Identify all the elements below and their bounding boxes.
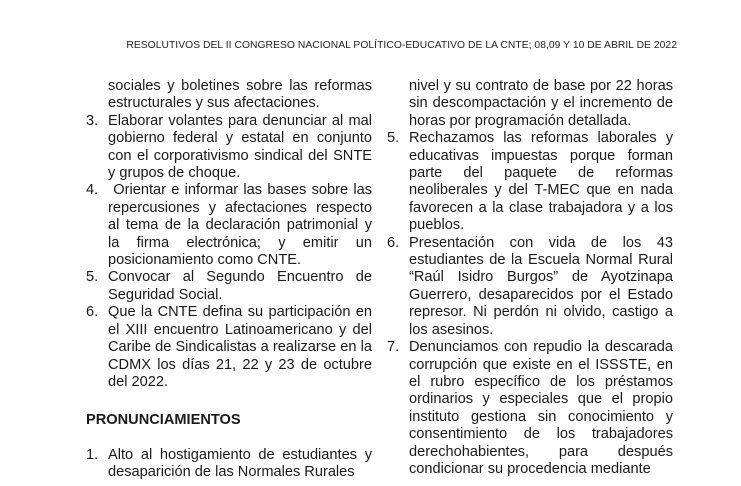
list-item [86, 269, 372, 304]
list-item [86, 182, 377, 269]
continuation-text: sociales y boletines sobre las reformas estructurales y sus afectaciones. [108, 78, 372, 112]
item-number: 1. [86, 446, 99, 463]
item-text: Alto al hostigamiento de estudiantes y desaparición de las Normales Rurales [108, 446, 372, 481]
item-text: Orientar e informar las bases sobre las repercusiones y afectaciones respecto al tema de la declaración patrimonial y la firma electrónica; y emitir un posicionamiento como CNTE. [108, 182, 377, 269]
item-text: Presentación con vida de los 43 estudiantes de la Escuela Normal Rural “Raúl Isidro Burgos” de Ayotzinapa Guerrero, desaparecidos por el Estado represor. Ni perdón ni olvido, castigo a los asesinos. [409, 234, 673, 338]
list-item [387, 130, 673, 234]
left-column [86, 78, 377, 482]
section-heading: PRONUNCIAMIENTOS [86, 412, 241, 429]
list-item [387, 339, 673, 478]
list-item [86, 113, 372, 183]
item-text: Rechazamos las reformas laborales y educativas impuestas porque forman parte del paquete de reformas neoliberales y del T-MEC que en nada favorecen a la clase trabajadora y a los pueblos. [409, 130, 673, 234]
item-text: Denunciamos con repudio la descarada corrupción que existe en el ISSSTE, en el rubro específico de los préstamos ordinarios y especiales que el propio instituto gestiona sin conocimiento y consentimiento de los trabajadores derechohabientes, para después condicionar su procedencia mediante [409, 339, 673, 477]
item-number: 6. [387, 234, 400, 251]
item-number: 6. [86, 304, 99, 321]
continuation-text: nivel y su contrato de base por 22 horas sin descompactación y el incremento de horas por programación detallada. [409, 78, 673, 129]
item-number: 3. [86, 112, 99, 129]
item-number: 7. [387, 339, 400, 356]
right-column [387, 78, 673, 478]
list-item [387, 235, 673, 339]
item-text: Que la CNTE defina su participación en el XIII encuentro Latinoamericano y del Caribe de Sindicalistas a realizarse en la CDMX los días 21, 22 y 23 de octubre del 2022. [108, 304, 372, 390]
item-text: Elaborar volantes para denunciar al mal gobierno federal y estatal en conjunto con el corporativismo sindical del SNTE y grupos de choque. [108, 112, 372, 182]
document-header: RESOLUTIVOS DEL II CONGRESO NACIONAL POLÍTICO-EDUCATIVO DE LA CNTE; 08,09 Y 10 DE ABRIL DE 2022 [126, 40, 677, 51]
item-number: 5. [86, 269, 99, 286]
list-item [86, 447, 372, 482]
list-item [86, 304, 372, 391]
item-number: 5. [387, 130, 400, 147]
item-text: Convocar al Segundo Encuentro de Seguridad Social. [108, 269, 372, 303]
item-number: 4. [86, 182, 99, 199]
